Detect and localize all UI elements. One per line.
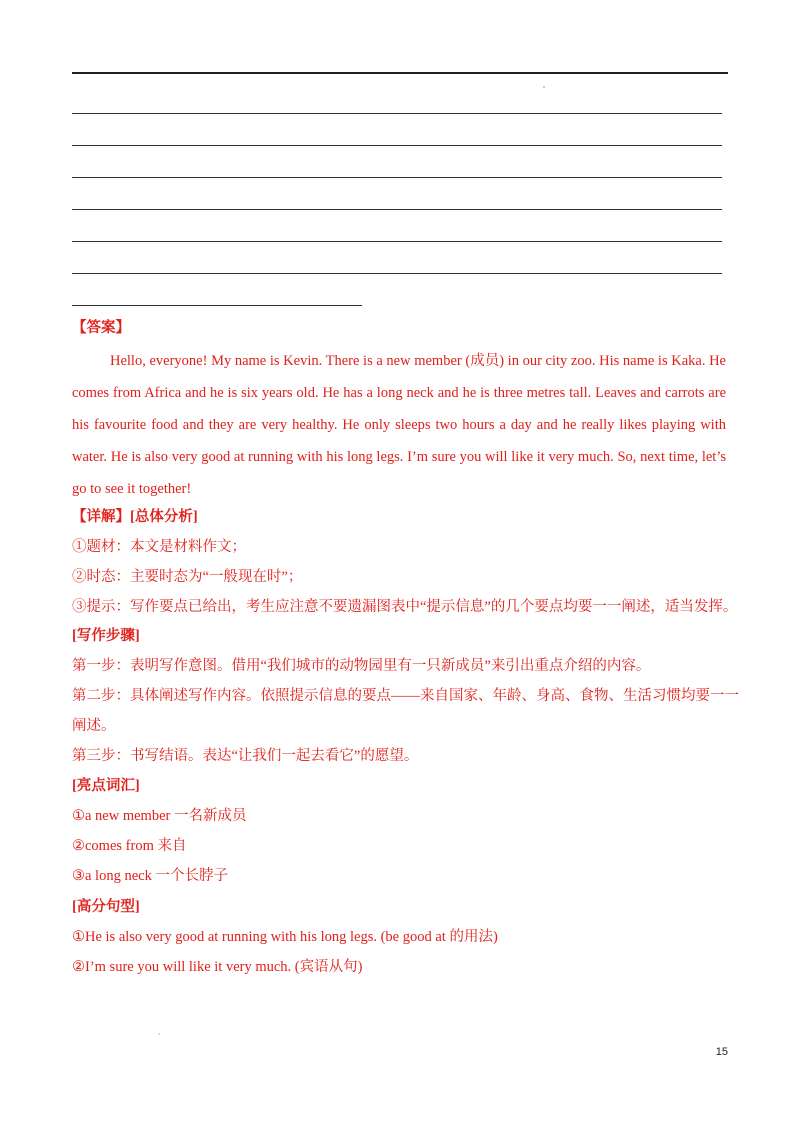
- steps-heading: [写作步骤]: [72, 628, 140, 644]
- model-essay: Hello, everyone! My name is Kevin. There is a new member (成员) in our city zoo. His name is Kaka. He comes from Africa and he is six years old. He has a long neck and he is three metres tall. Leaves and carrots are his favourite food and they are very healthy. He only sleeps two hours a day and he really likes playing with water. He is also very good at running with his long legs. I’m sure you will like it very much. So, next time, let’s go to see it together!: [72, 353, 726, 497]
- writing-line: [72, 273, 722, 274]
- writing-line: [72, 241, 722, 242]
- vocab-item: ②comes from 来自: [72, 838, 187, 854]
- step-item: 第一步：表明写作意图。借用“我们城市的动物园里有一只新成员”来引出重点介绍的内容。: [72, 658, 651, 674]
- writing-line: [72, 113, 722, 114]
- detail-item: ③提示：写作要点已给出，考生应注意不要遗漏图表中“提示信息”的几个要点均要一一阐述，适当发挥。: [72, 599, 738, 615]
- answer-heading: 【答案】: [72, 320, 130, 336]
- step-item: 第三步：书写结语。表达“让我们一起去看它”的愿望。: [72, 748, 419, 764]
- detail-item: ②时态：主要时态为“一般现在时”；: [72, 569, 303, 585]
- writing-line: [72, 209, 722, 210]
- writing-line: [72, 145, 722, 146]
- sentences-heading: [高分句型]: [72, 899, 140, 915]
- sentence-item: ②I’m sure you will like it very much. (宾语从句): [72, 959, 363, 975]
- vocab-item: ①a new member 一名新成员: [72, 808, 247, 824]
- writing-line: [72, 177, 722, 178]
- detail-heading-prefix: 【详解】: [72, 509, 130, 525]
- vocab-item: ③a long neck 一个长脖子: [72, 868, 228, 884]
- step-item-continuation: 阐述。: [72, 718, 116, 734]
- step-item: 第二步：具体阐述写作内容。依照提示信息的要点——来自国家、年龄、身高、食物、生活习惯均要一一: [72, 688, 739, 704]
- sentence-item: ①He is also very good at running with his long legs. (be good at 的用法): [72, 929, 498, 945]
- writing-line-short: [72, 305, 362, 306]
- vocab-heading: [亮点词汇]: [72, 778, 140, 794]
- top-rule: [72, 72, 728, 74]
- detail-heading: [72, 507, 198, 527]
- detail-item: ①题材：本文是材料作文；: [72, 539, 246, 555]
- scan-speck: [158, 1033, 160, 1035]
- page-number: 15: [715, 1046, 728, 1058]
- detail-heading-tag: [总体分析]: [130, 509, 198, 525]
- scan-speck: [543, 86, 545, 88]
